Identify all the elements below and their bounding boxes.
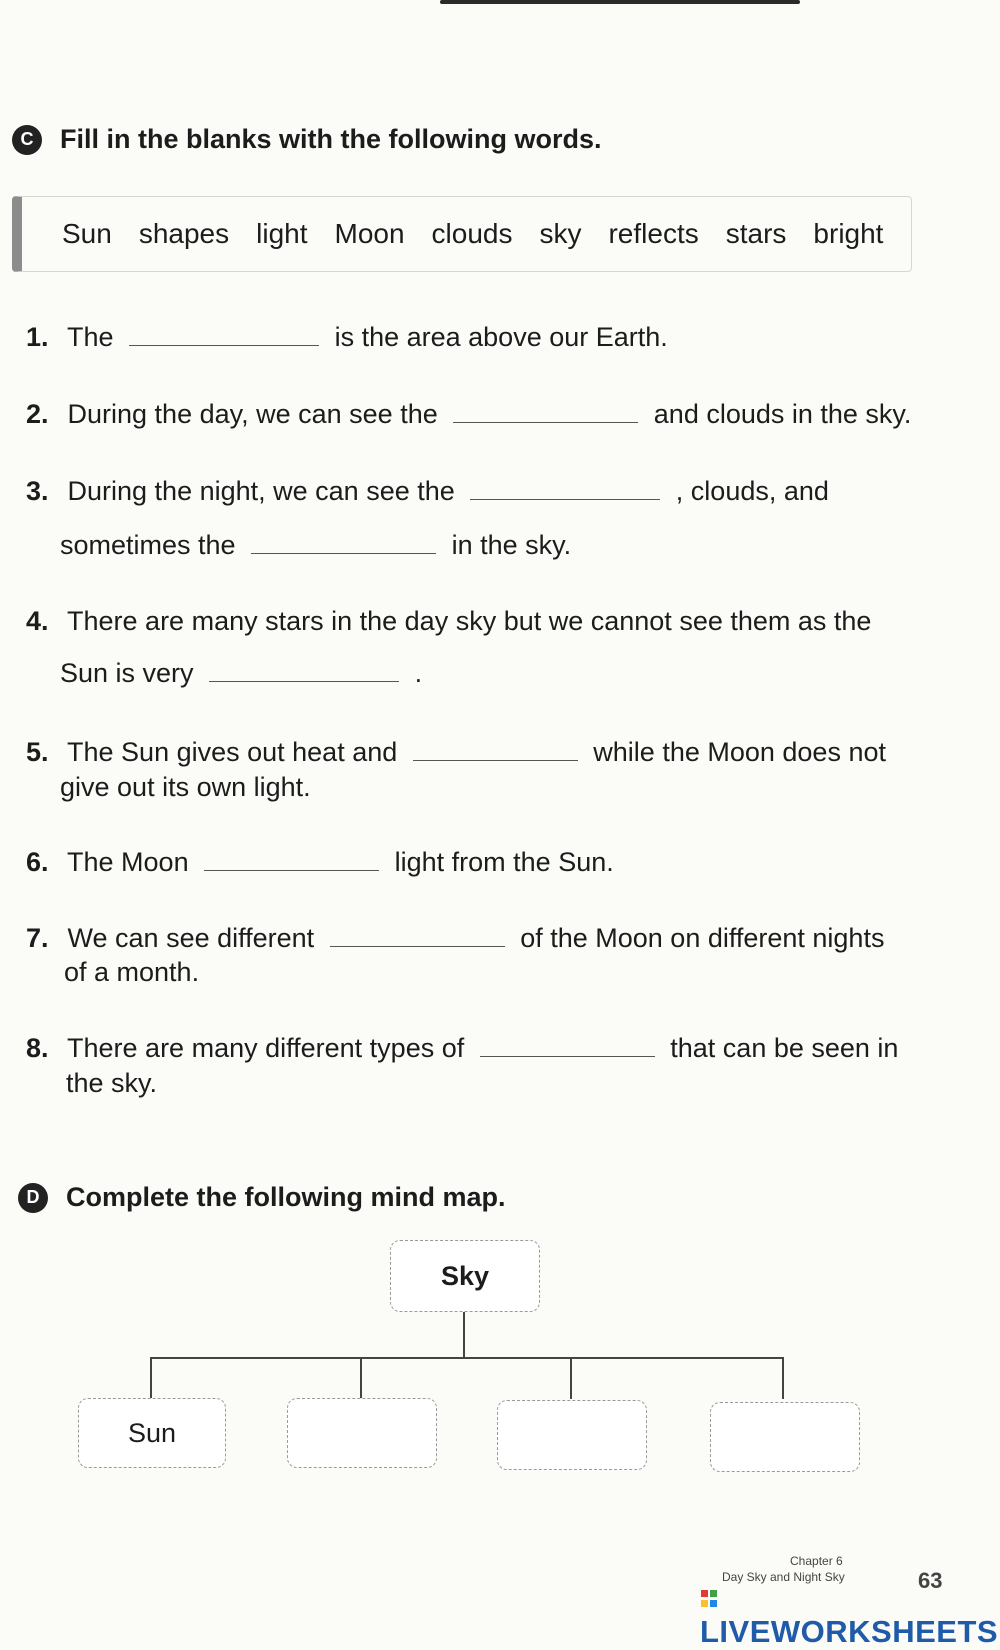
question-5	[26, 735, 886, 769]
answer-blank[interactable]	[480, 1055, 655, 1057]
mind-map-node-blank[interactable]	[710, 1402, 860, 1472]
section-d-title: Complete the following mind map.	[66, 1182, 506, 1212]
question-text: During the day, we can see the	[67, 399, 438, 429]
word-bank-item: Sun	[62, 218, 112, 249]
word-bank-item: light	[256, 218, 308, 249]
question-text: We can see different	[67, 923, 315, 953]
question-text: of the Moon on different nights	[520, 923, 885, 953]
question-4-line-2	[60, 656, 422, 690]
connector-line	[463, 1312, 465, 1358]
question-text: The Moon	[67, 847, 189, 877]
word-bank-item: shapes	[138, 218, 230, 249]
question-text: , clouds, and	[675, 476, 829, 506]
question-text: the sky.	[66, 1068, 158, 1098]
question-3-line-2	[60, 528, 571, 562]
word-bank-item: clouds	[431, 218, 513, 249]
word-bank-item: bright	[813, 218, 884, 249]
section-c-badge: C	[12, 125, 42, 155]
connector-line	[150, 1357, 152, 1399]
question-1	[26, 320, 668, 354]
question-text: Sun is very	[60, 658, 194, 688]
question-6	[26, 845, 614, 879]
question-3	[26, 474, 829, 508]
question-8-line-2	[66, 1066, 157, 1100]
question-text: .	[414, 658, 423, 688]
word-bank-item: stars	[725, 218, 787, 249]
question-text: The	[67, 322, 114, 352]
answer-blank[interactable]	[251, 552, 436, 554]
liveworksheets-logo-icon	[700, 1588, 718, 1608]
answer-blank[interactable]	[470, 498, 660, 500]
connector-line	[782, 1357, 784, 1399]
question-4	[26, 604, 871, 638]
question-number: 2.	[26, 399, 49, 429]
question-number: 1.	[26, 322, 49, 352]
mind-map-node-sun: Sun	[78, 1398, 226, 1468]
question-number: 3.	[26, 476, 49, 506]
answer-blank[interactable]	[413, 759, 578, 761]
question-text: light from the Sun.	[394, 847, 614, 877]
section-d-badge: D	[18, 1183, 48, 1213]
question-text: and clouds in the sky.	[653, 399, 912, 429]
mind-map-node-blank[interactable]	[287, 1398, 437, 1468]
answer-blank[interactable]	[209, 680, 399, 682]
word-bank-item: Moon	[334, 218, 405, 249]
question-number: 6.	[26, 847, 49, 877]
watermark-text: LIVEWORKSHEETS	[700, 1614, 999, 1649]
footer-chapter: Chapter 6	[790, 1554, 843, 1568]
word-bank-item: sky	[539, 218, 582, 249]
answer-blank[interactable]	[129, 344, 319, 346]
mind-map-root: Sky	[390, 1240, 540, 1312]
question-7	[26, 921, 884, 955]
question-5-line-2	[60, 770, 311, 804]
question-text: sometimes the	[60, 530, 236, 560]
question-text: that can be seen in	[670, 1033, 899, 1063]
top-edge-bar	[440, 0, 800, 4]
answer-blank[interactable]	[330, 945, 505, 947]
liveworksheets-watermark	[700, 1578, 1000, 1650]
connector-line	[150, 1357, 784, 1359]
connector-line	[360, 1357, 362, 1399]
section-c-header	[12, 124, 602, 155]
answer-blank[interactable]	[204, 869, 379, 871]
page-number: 63	[918, 1568, 943, 1593]
question-text: During the night, we can see the	[67, 476, 455, 506]
question-2	[26, 397, 911, 431]
question-number: 8.	[26, 1033, 49, 1063]
word-bank	[12, 196, 912, 272]
section-d-header	[18, 1182, 506, 1213]
question-number: 5.	[26, 737, 49, 767]
question-number: 7.	[26, 923, 49, 953]
connector-line	[570, 1357, 572, 1399]
question-8	[26, 1031, 898, 1065]
section-c-title: Fill in the blanks with the following words.	[60, 124, 602, 154]
word-bank-item: reflects	[608, 218, 699, 249]
question-text: of a month.	[64, 957, 200, 987]
question-text: There are many stars in the day sky but we cannot see them as the	[67, 606, 872, 636]
question-text: There are many different types of	[67, 1033, 465, 1063]
question-text: give out its own light.	[60, 772, 311, 802]
footer-chapter-title: Day Sky and Night Sky	[722, 1570, 845, 1584]
answer-blank[interactable]	[453, 421, 638, 423]
question-text: while the Moon does not	[593, 737, 886, 767]
question-number: 4.	[26, 606, 49, 636]
mind-map-node-blank[interactable]	[497, 1400, 647, 1470]
question-text: in the sky.	[451, 530, 572, 560]
question-7-line-2	[64, 955, 199, 989]
question-text: The Sun gives out heat and	[67, 737, 398, 767]
question-text: is the area above our Earth.	[334, 322, 668, 352]
